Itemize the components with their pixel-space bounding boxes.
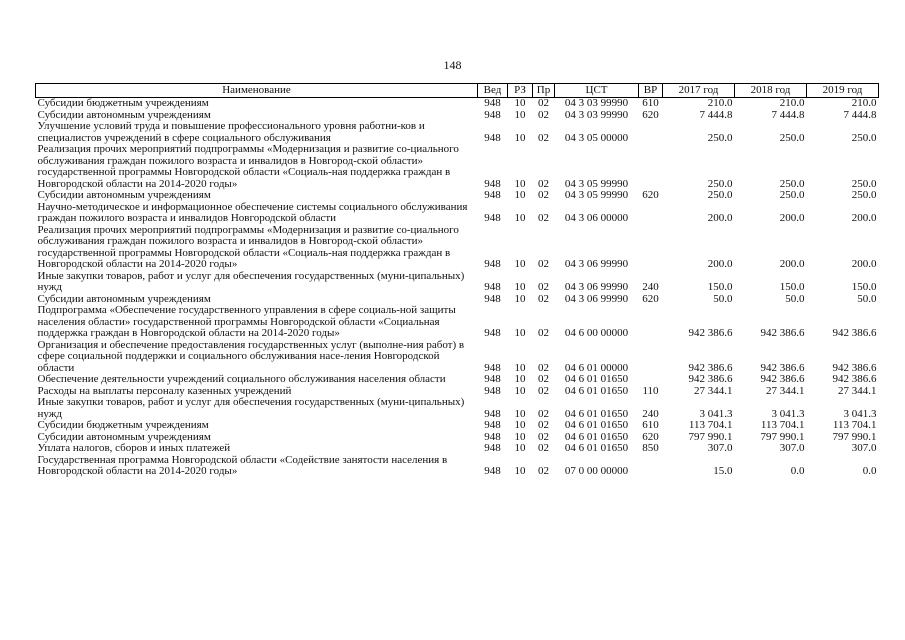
cell-pr: 02 [538,361,549,374]
cell-2017: 27 344.1 [694,384,733,397]
cell-2017: 942 386.6 [688,361,733,374]
cell-2018: 0.0 [790,465,805,477]
table-row [36,190,879,202]
cell-2017: 797 990.1 [688,430,733,443]
cell-pr: 02 [538,212,549,224]
cell-pr: 02 [538,177,549,190]
table-row [36,455,879,478]
cell-ved: 948 [484,407,501,420]
cell-2017: 200.0 [707,258,733,270]
cell-rz: 10 [514,177,526,190]
cell-vr [639,202,663,225]
cell-2019: 7 444.8 [843,108,877,121]
cell-ved: 948 [484,361,501,374]
cell-rz: 10 [514,281,526,293]
cell-name: Субсидии автономным учреждениям [37,292,211,305]
cell-2019: 50.0 [857,292,877,305]
cell-rz: 10 [514,361,526,374]
cell-rz: 10 [514,131,526,144]
cell-name: Субсидии бюджетным учреждениям [37,419,209,431]
cell-rz: 10 [514,465,526,477]
cell-2018: 50.0 [785,292,805,305]
cell-2019: 200.0 [851,212,877,224]
cell-rz: 10 [514,384,526,397]
cell-pr: 02 [538,430,549,443]
cell-ved: 948 [484,258,501,270]
cell-2017: 250.0 [707,131,733,144]
cell-vr: 620 [642,108,659,121]
table-row [36,397,879,420]
cell-pr: 02 [538,189,549,201]
cell-2019: 942 386.6 [832,361,877,374]
cell-vr [639,374,663,386]
cell-cst: 04 3 05 99990 [564,177,629,190]
table-row [36,225,879,271]
cell-2019: 307.0 [851,442,877,454]
cell-name: Иные закупки товаров, работ и услуг для обеспечения государственных (муни-ципальных) нужд [37,396,465,420]
header-rz: РЗ [508,84,533,98]
cell-2018: 27 344.1 [766,384,805,397]
table-row [36,121,879,144]
cell-2018: 942 386.6 [760,327,805,339]
cell-vr [639,144,663,190]
cell-2019: 27 344.1 [838,384,877,397]
cell-rz: 10 [514,258,526,270]
cell-cst: 04 3 06 99990 [564,281,629,293]
cell-cst: 04 3 05 99990 [564,189,629,201]
cell-rz: 10 [514,212,526,224]
table-row [36,202,879,225]
cell-ved: 948 [484,131,501,144]
cell-cst: 04 6 01 01650 [564,373,629,385]
cell-pr: 02 [538,258,549,270]
cell-name: Организация и обеспечение предоставления государственных услуг (выполне-ния работ) в сфере социальной поддержки и социального обслуживания насе-ления Новгородской области [37,338,465,374]
cell-pr: 02 [538,327,549,339]
cell-pr: 02 [538,108,549,121]
cell-rz: 10 [514,407,526,420]
cell-2017: 250.0 [707,177,733,190]
cell-2019: 210.0 [851,97,877,109]
cell-2019: 113 704.1 [832,419,877,431]
cell-ved: 948 [484,292,501,305]
cell-2017: 50.0 [713,292,733,305]
table-row [36,305,879,340]
cell-2017: 7 444.8 [699,108,733,121]
cell-ved: 948 [484,419,501,431]
cell-2018: 7 444.8 [771,108,805,121]
cell-rz: 10 [514,430,526,443]
cell-2018: 250.0 [779,177,805,190]
cell-2017: 210.0 [707,97,733,109]
cell-rz: 10 [514,373,526,385]
cell-2017: 15.0 [713,465,733,477]
cell-2018: 200.0 [779,212,805,224]
cell-name: Уплата налогов, сборов и иных платежей [37,442,231,454]
cell-2019: 0.0 [862,465,877,477]
cell-cst: 04 6 01 01650 [564,419,629,431]
cell-vr: 620 [642,292,659,305]
cell-ved: 948 [484,327,501,339]
cell-vr [639,305,663,340]
cell-vr: 850 [642,442,659,454]
cell-cst: 04 3 03 99990 [564,108,629,121]
cell-name: Иные закупки товаров, работ и услуг для обеспечения государственных (муни-ципальных) нужд [37,269,465,293]
cell-name: Подпрограмма «Обеспечение государственного управления в сфере социаль-ной защиты населения области» государственной программы Новгородской области «Социальная поддержка граждан в Новгородской области на 2014-2020 годы» [37,304,456,339]
cell-ved: 948 [484,212,501,224]
cell-rz: 10 [514,327,526,339]
cell-ved: 948 [484,177,501,190]
header-2019: 2019 год [807,84,879,98]
header-2017: 2017 год [663,84,735,98]
table-body [36,98,879,478]
cell-2019: 150.0 [851,281,877,293]
header-cst: ЦСТ [555,84,639,98]
cell-2018: 942 386.6 [760,373,805,385]
cell-name: Субсидии автономным учреждениям [37,108,211,121]
cell-name: Субсидии бюджетным учреждениям [37,97,209,109]
cell-2018: 307.0 [779,442,805,454]
cell-vr: 620 [642,430,659,443]
cell-vr: 110 [642,384,659,397]
cell-vr [639,340,663,375]
cell-name: Реализация прочих мероприятий подпрограммы «Модернизация и развитие со-циального обслуживания граждан пожилого возраста и инвалидов в Новгород-ской области» государственной программы Новгородской области «Социаль-ная поддержка граждан в Новгородской области на 2014-2020 годы» [37,223,459,270]
cell-2018: 250.0 [779,131,805,144]
cell-rz: 10 [514,292,526,305]
cell-2018: 797 990.1 [760,430,805,443]
table-header [36,84,879,98]
cell-name: Расходы на выплаты персоналу казенных учреждений [37,384,292,397]
cell-cst: 04 6 01 01650 [564,430,629,443]
cell-vr [639,455,663,478]
cell-name: Субсидии автономным учреждениям [37,189,211,201]
cell-2019: 3 041.3 [843,407,877,420]
header-name: Наименование [36,84,478,98]
cell-ved: 948 [484,97,501,109]
cell-cst: 04 3 03 99990 [564,97,629,109]
cell-2019: 250.0 [851,131,877,144]
cell-cst: 04 3 06 00000 [564,212,629,224]
cell-cst: 07 0 00 00000 [564,465,629,477]
cell-ved: 948 [484,281,501,293]
table-row [36,340,879,375]
page-number: 148 [443,58,462,72]
cell-2019: 200.0 [851,258,877,270]
table-row [36,443,879,455]
cell-2017: 307.0 [707,442,733,454]
cell-rz: 10 [514,419,526,431]
cell-vr: 240 [642,281,659,293]
cell-2017: 150.0 [707,281,733,293]
cell-cst: 04 3 06 99990 [564,292,629,305]
cell-ved: 948 [484,442,501,454]
cell-name: Государственная программа Новгородской области «Содействие занятости населения в Новгородской области на 2014-2020 годы» [37,453,448,477]
table-row [36,420,879,432]
cell-2019: 942 386.6 [832,327,877,339]
cell-2017: 942 386.6 [688,327,733,339]
cell-cst: 04 6 01 01650 [564,384,629,397]
cell-2017: 200.0 [707,212,733,224]
cell-pr: 02 [538,465,549,477]
cell-name: Научно-методическое и информационное обеспечение системы социального обслуживания граждан пожилого возраста и инвалидов Новгородской области [37,200,468,224]
cell-name: Субсидии автономным учреждениям [37,430,211,443]
cell-pr: 02 [538,292,549,305]
cell-2018: 150.0 [779,281,805,293]
budget-table [35,83,879,478]
cell-2019: 250.0 [851,177,877,190]
cell-cst: 04 3 06 99990 [564,258,629,270]
cell-2019: 942 386.6 [832,373,877,385]
cell-cst: 04 6 01 01650 [564,407,629,420]
cell-pr: 02 [538,407,549,420]
table-row [36,271,879,294]
cell-ved: 948 [484,108,501,121]
cell-pr: 02 [538,281,549,293]
table-row [36,374,879,386]
cell-cst: 04 6 01 00000 [564,361,629,374]
cell-vr: 610 [642,97,659,109]
cell-name: Реализация прочих мероприятий подпрограммы «Модернизация и развитие со-циального обслуживания граждан пожилого возраста и инвалидов в Новгород-ской области» государственной программы Новгородской области «Социаль-ная поддержка граждан в Новгородской области на 2014-2020 годы» [37,143,459,190]
cell-vr [639,225,663,271]
table-row [36,144,879,190]
cell-cst: 04 6 01 01650 [564,442,629,454]
cell-2019: 797 990.1 [832,430,877,443]
cell-2017: 113 704.1 [688,419,733,431]
cell-name: Обеспечение деятельности учреждений социального обслуживания населения области [37,373,446,385]
cell-pr: 02 [538,373,549,385]
cell-ved: 948 [484,384,501,397]
cell-2018: 210.0 [779,97,805,109]
cell-vr: 610 [642,419,659,431]
cell-pr: 02 [538,419,549,431]
cell-pr: 02 [538,384,549,397]
cell-2018: 250.0 [779,189,805,201]
cell-ved: 948 [484,373,501,385]
table-row [36,98,879,110]
cell-2019: 250.0 [851,189,877,201]
cell-rz: 10 [514,108,526,121]
header-2018: 2018 год [735,84,807,98]
cell-rz: 10 [514,97,526,109]
cell-2018: 113 704.1 [760,419,805,431]
header-vr: ВР [639,84,663,98]
cell-cst: 04 3 05 00000 [564,131,629,144]
header-ved: Вед [478,84,508,98]
cell-vr: 240 [642,407,659,420]
cell-rz: 10 [514,442,526,454]
cell-rz: 10 [514,189,526,201]
cell-2017: 250.0 [707,189,733,201]
cell-ved: 948 [484,465,501,477]
cell-ved: 948 [484,430,501,443]
cell-pr: 02 [538,97,549,109]
cell-name: Улучшение условий труда и повышение профессионального уровня работни-ков и специалистов учреждений в сфере социального обслуживания [37,120,425,144]
cell-pr: 02 [538,442,549,454]
cell-ved: 948 [484,189,501,201]
cell-2017: 942 386.6 [688,373,733,385]
cell-2017: 3 041.3 [699,407,733,420]
cell-2018: 200.0 [779,258,805,270]
cell-2018: 3 041.3 [771,407,805,420]
cell-vr [639,121,663,144]
cell-pr: 02 [538,131,549,144]
cell-cst: 04 6 00 00000 [564,327,629,339]
header-pr: Пр [533,84,555,98]
cell-vr: 620 [642,189,659,201]
cell-2018: 942 386.6 [760,361,805,374]
